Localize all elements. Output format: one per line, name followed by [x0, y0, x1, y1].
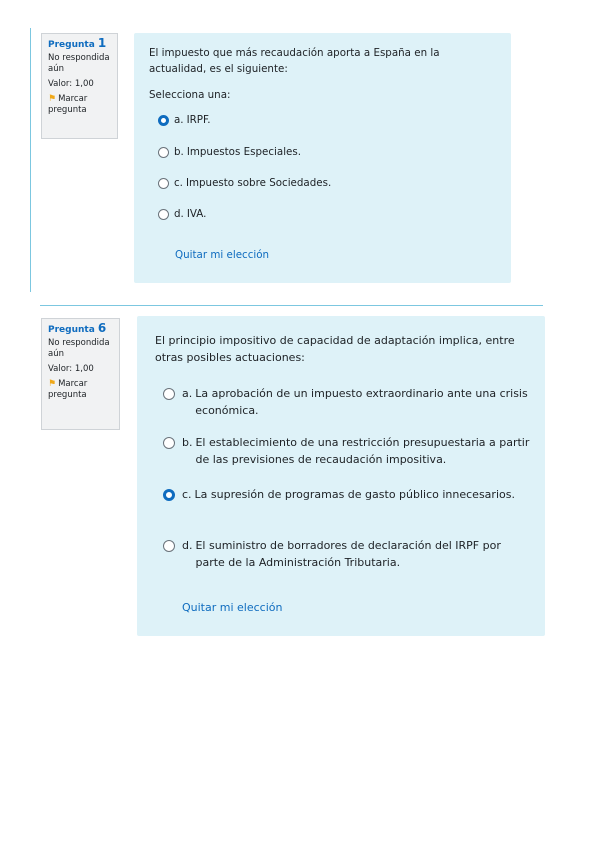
question-state: No respondida aún — [48, 53, 110, 74]
answer-option[interactable]: c. La supresión de programas de gasto público innecesarios. — [163, 486, 533, 503]
radio-button[interactable] — [163, 489, 175, 501]
flag-icon: ⚑ — [48, 379, 57, 389]
clear-choice-link[interactable]: Quitar mi elección — [182, 601, 283, 614]
radio-button[interactable] — [158, 115, 169, 126]
question-info-panel — [41, 33, 118, 139]
answer-prompt: Selecciona una: — [149, 89, 231, 101]
question-content — [137, 316, 545, 636]
question-info-panel — [41, 318, 120, 430]
question-state: No respondida aún — [48, 338, 110, 359]
radio-button[interactable] — [158, 178, 169, 189]
question-number: Pregunta 1 — [48, 36, 107, 50]
question-text: El principio impositivo de capacidad de adaptación implica, entre otras posibles actuaciones: — [155, 334, 515, 364]
radio-button[interactable] — [158, 147, 169, 158]
question-divider — [40, 305, 543, 306]
question-grade: Valor: 1,00 — [48, 364, 94, 374]
question-text: El impuesto que más recaudación aporta a España en la actualidad, es el siguiente: — [149, 47, 440, 75]
flag-icon: ⚑ — [48, 94, 57, 104]
question-grade: Valor: 1,00 — [48, 79, 94, 89]
answer-option[interactable]: a. La aprobación de un impuesto extraordinario ante una crisis económica. — [163, 385, 533, 419]
radio-button[interactable] — [158, 209, 169, 220]
answer-option[interactable]: b. El establecimiento de una restricción presupuestaria a partir de las previsiones de recaudación impositiva. — [163, 434, 533, 468]
answer-option[interactable]: d. IVA. — [158, 207, 206, 221]
radio-button[interactable] — [163, 388, 175, 400]
question-content — [134, 33, 511, 283]
flag-question-link[interactable]: ⚑ Marcar pregunta — [48, 94, 88, 115]
answer-option[interactable]: c. Impuesto sobre Sociedades. — [158, 176, 331, 190]
radio-button[interactable] — [163, 540, 175, 552]
clear-choice-link[interactable]: Quitar mi elección — [175, 249, 270, 261]
radio-button[interactable] — [163, 437, 175, 449]
question-left-border — [30, 28, 31, 292]
answer-option[interactable]: b. Impuestos Especiales. — [158, 145, 301, 159]
question-number: Pregunta 6 — [48, 321, 107, 335]
answer-option[interactable]: a. IRPF. — [158, 113, 211, 127]
answer-option[interactable]: d. El suministro de borradores de declaración del IRPF por parte de la Administración Tributaria. — [163, 537, 533, 571]
flag-question-link[interactable]: ⚑ Marcar pregunta — [48, 379, 88, 400]
